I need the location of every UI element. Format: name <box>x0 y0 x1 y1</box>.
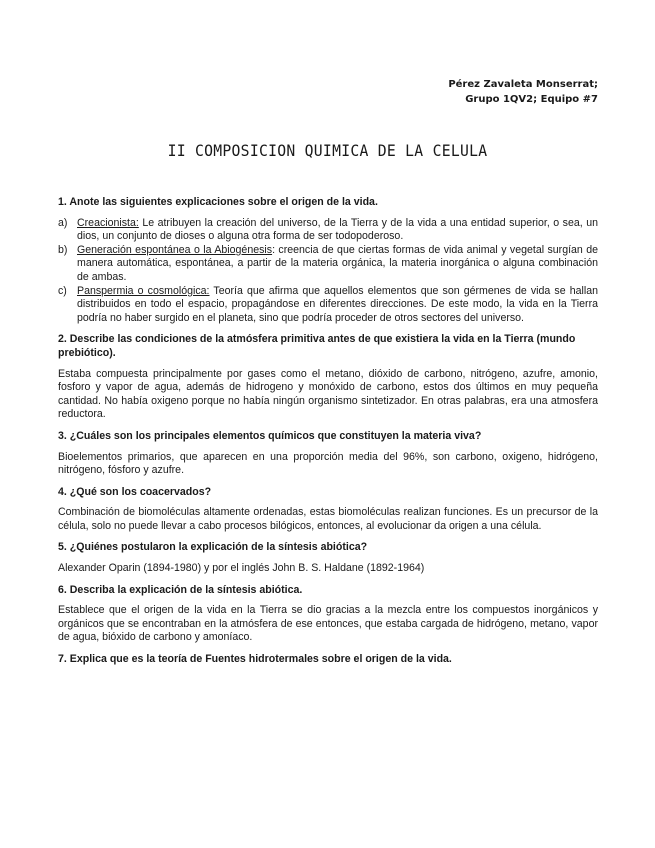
list-item-term: Generación espontánea o la Abiogénesis <box>77 243 273 256</box>
answer-6: Establece que el origen de la vida en la Tierra se dio gracias a la mezcla entre los compuestos inorgánicos y orgánicos que se encontraban en la atmósfera de ese entonces, que estaba cargada de hidrógeno, metano, vapor de agua, bióxido de carbono y amoníaco. <box>58 604 598 644</box>
answer-2: Estaba compuesta principalmente por gases como el metano, dióxido de carbono, nitrógeno, azufre, amonio, fosforo y vapor de agua, además de hidrogeno y monóxido de carbono, estos dos últimos en muy pequeña cantidad. No había oxigeno porque no había ningún organismo sintetizador. En otras palabras, era una atmosfera reductora. <box>58 367 598 421</box>
list-item-text <box>77 285 598 326</box>
question-5: 5. ¿Quiénes postularon la explicación de la síntesis abiótica? <box>58 541 368 554</box>
list-item-text <box>77 244 598 285</box>
list-item <box>58 217 598 244</box>
origin-explanations-list <box>58 217 598 326</box>
author-name: Pérez Zavaleta Monserrat; <box>448 79 598 90</box>
list-marker: a) <box>58 216 68 229</box>
answer-4: Combinación de biomoléculas altamente ordenadas, estas biomoléculas realizan funciones. Es un precursor de la célula, solo no puede llevar a cabo procesos bilógicos, entonces, al evolucionar da origen a una célula. <box>58 506 598 532</box>
list-item-description: Teoría que afirma que aquellos elementos que son gérmenes de vida se hallan distribuidos en todo el espacio, propagándose en diferentes direcciones. De este modo, la vida en la Tierra podría no haber surgido en el planeta, sino que podría proceder de otros sectores del universo. <box>77 284 598 324</box>
author-header <box>448 77 598 107</box>
question-3: 3. ¿Cuáles son los principales elementos químicos que constituyen la materia viva? <box>58 429 482 442</box>
question-7: 7. Explica que es la teoría de Fuentes hidrotermales sobre el origen de la vida. <box>58 653 452 666</box>
answer-3: Bioelementos primarios, que aparecen en una proporción media del 96%, son carbono, oxigeno, hidrógeno, nitrógeno, fósforo y azufre. <box>58 450 598 477</box>
list-item-description: Le atribuyen la creación del universo, de la Tierra y de la vida a una entidad superior, o sea, un dios, un conjunto de dioses o alguna otra forma de ser todopoderoso. <box>77 216 598 243</box>
document-body <box>58 196 598 674</box>
question-1: 1. Anote las siguientes explicaciones sobre el origen de la vida. <box>58 196 378 208</box>
list-item <box>58 244 598 285</box>
list-marker: c) <box>58 284 67 297</box>
list-item-term: Creacionista: <box>77 216 139 229</box>
list-item <box>58 285 598 326</box>
list-item-term: Panspermia o cosmológica: <box>77 284 210 297</box>
group-info: Grupo 1QV2; Equipo #7 <box>465 94 598 105</box>
question-4: 4. ¿Qué son los coacervados? <box>58 485 212 498</box>
list-item-description: : creencia de que ciertas formas de vida animal y vegetal surgían de manera automática, espontánea, a partir de la materia orgánica, la materia inorgánica o alguna combinación de ambas. <box>77 243 599 283</box>
list-marker: b) <box>58 243 68 256</box>
list-item-text <box>77 217 598 244</box>
page-title: II COMPOSICION QUIMICA DE LA CELULA <box>167 141 488 160</box>
answer-5: Alexander Oparin (1894-1980) y por el inglés John B. S. Haldane (1892-1964) <box>58 562 425 575</box>
question-2: 2. Describe las condiciones de la atmósfera primitiva antes de que existiera la vida en la Tierra (mundo prebiótico). <box>58 333 576 359</box>
question-6: 6. Describa la explicación de la síntesis abiótica. <box>58 583 303 596</box>
